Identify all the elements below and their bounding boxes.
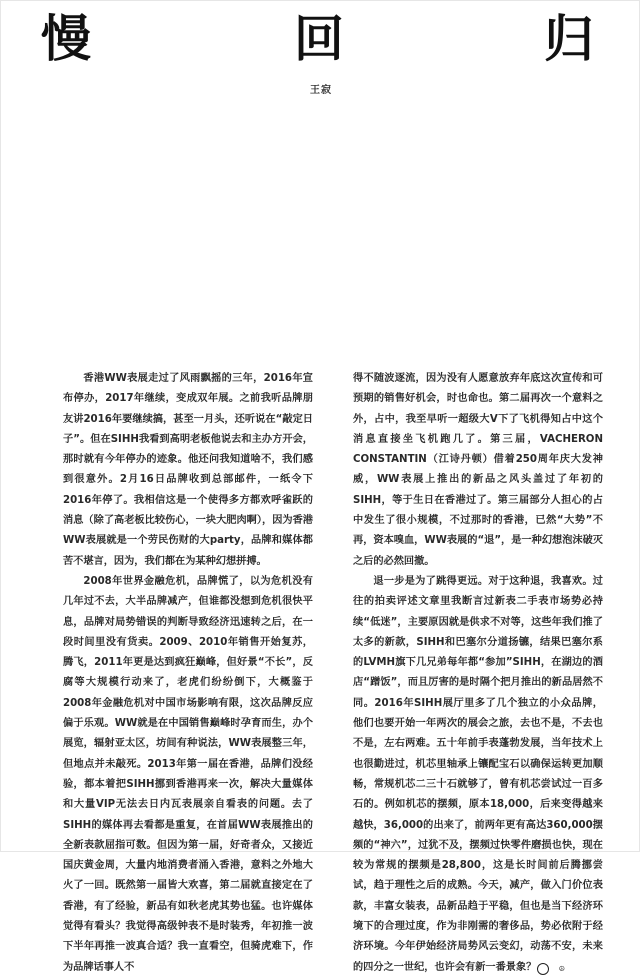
author-byline: 王寂 — [310, 85, 332, 96]
left-column — [63, 369, 313, 973]
title-char-1: 慢 — [41, 9, 91, 68]
paragraph: 得不随波逐流，因为没有人愿意放弃年底这次宣传和可预期的销售好机会，时也命也。第二届再次一个意料之外，占中，我至早听一超级大V下了飞机得知占中这个消息直接坐飞机跑几了。第三届，VACHERON CONSTANTIN（江诗丹顿）借着250周年庆大发神威，WW表展上推出的新品之风头盖过了年初的SIHH，等于生日在香港过了。第三届部分人担心的占中发生了很小规模，不过那时的香港，已然“大势”不再，资本嗅血，WW表展的“退”，是一种幻想泡沫破灭之后的必然回撤。 — [353, 373, 603, 567]
end-of-article-icon: ☮ — [537, 963, 549, 975]
article-title — [1, 9, 640, 69]
title-char-2: 回 — [294, 9, 344, 68]
paragraph: 香港WW表展走过了风雨飘摇的三年，2016年宣布停办，2017年继续，变成双年展。之前我听品牌朋友讲2016年要继续搞，甚至一月头，还听说在“敲定日子”。但在SIHH我看到高明老板他说去和主办方开会，那时就有今年停办的迹象。他还问我知道啥不，我们感到很意外。2月16日品牌收到总部邮件，一纸令下2016年停了。我相信这是一个使得多方都欢呼雀跃的消息（除了高老板比较伤心，一块大肥肉啊），因为香港WW表展就是一个劳民伤财的大party，品牌和媒体都苦不堪言，因为，我们都在为某种幻想拼搏。 — [63, 373, 313, 567]
paragraph — [353, 572, 603, 978]
right-column — [353, 369, 603, 973]
paragraph: 2008年世界金融危机，品牌慌了，以为危机没有几年过不去，大半品牌减产，但谁都没想到危机很快平息，品牌对局势错误的判断导致经济迅速转之后，在一段时间里没有货卖。2009、2010年销售开始复苏，腾飞，2011年更是达到疯狂巅峰，但好景“不长”，反腐等大规模行动来了，老虎们纷纷倒下，大概鉴于2008年金融危机对中国市场影响有限，这次品牌反应偏于乐观。WW就是在中国销售巅峰时孕育而生，办个展览，辐射亚太区，坊间有种说法，WW表展整三年，但地点并未敲死。2013年第一届在香港，品牌们没经验，都本着把SIHH挪到香港再来一次，解决大量媒体和大量VIP无法去日内瓦表展亲自看表的问题。去了SIHH的媒体再去看都是重复，在首届WW表展推出的全新表款屈指可数。但因为第一届，好奇者众，又接近国庆黄金周，大量内地消费者涌入香港，意料之外地大火了一回。既然第一届皆大欢喜，第二届就直接定在了香港，有了经验，新品有如秋老虎其势也猛。也许媒体觉得有看头？我觉得高级钟表不是时装秀，年初推一波下半年再推一波真合适？我一直看空，但骑虎难下，作为品牌话事人不 — [63, 575, 313, 973]
title-char-3: 归 — [544, 9, 594, 68]
article-body — [63, 369, 603, 973]
paragraph-text: 退一步是为了跳得更远。对于这种退，我喜欢。过往的拍卖评述文章里我断言过新表二手表市场势必持续“低迷”，主要原因就是供求不对等，这些年我们推了太多的新款，SIHH和巴塞尔分道扬镳，结果巴塞尔系的LVMH旗下几兄弟每年都“参加”SIHH，在湖边的酒店“蹭饭”，而且厉害的是时隔个把月推出的新品居然不同。2016年SIHH展厅里多了几个独立的小众品牌，他们也要开始一年两次的展会之旅，去也不是，不去也不是，左右两难。五十年前手表蓬勃发展，当年技术上也很勤进过，机芯里轴承上镶配宝石以确保运转更加顺畅，常规机芯二三十石就够了，曾有机芯尝试过一百多石的。例如机芯的摆频，原本18,000，后来变得越来越快，36,000的出来了，前两年更有高达360,000摆频的“神六”，过犹不及，摆频过快零件磨损也快，现在较为常规的摆频是28,800，这是长时间前后腾挪尝试，趋于理性之后的成熟。今天，减产，做入门价位表款，丰富女装表，品新品趋于平稳，但也是当下经济环境下的合理过度，作为非刚需的奢侈品，势必依附于经济环境。今年伊始经济局势风云变幻，动荡不安，未来的四分之一世纪，也许会有新一番景象？ — [353, 575, 603, 973]
